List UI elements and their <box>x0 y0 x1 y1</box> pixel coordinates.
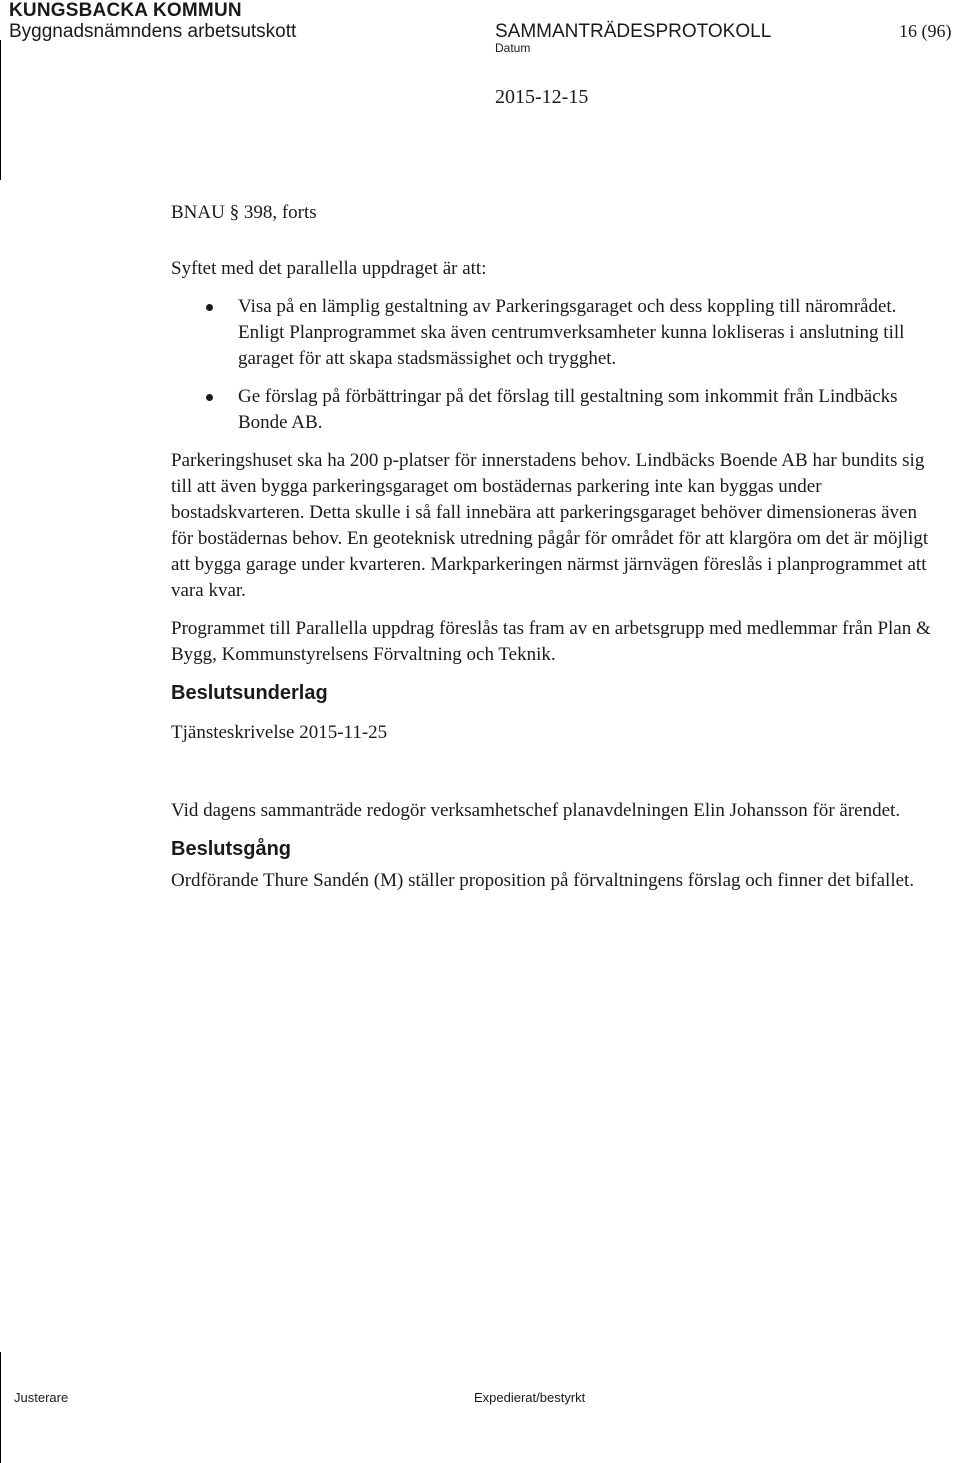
page-number: 16 (96) <box>899 21 952 41</box>
heading-beslutsgang: Beslutsgång <box>171 838 292 860</box>
decision-basis-item: Tjänsteskrivelse 2015-11-25 <box>171 722 388 743</box>
list-item <box>171 294 931 372</box>
paragraph-decision: Ordförande Thure Sandén (M) ställer proposition på förvaltningens förslag och finner det bifallet. <box>171 870 915 891</box>
intro-text: Syftet med det parallella uppdraget är att: <box>171 258 487 279</box>
heading-beslutsunderlag: Beslutsunderlag <box>171 682 328 704</box>
document-body <box>171 200 931 906</box>
paragraph-meeting: Vid dagens sammanträde redogör verksamhetschef planavdelningen Elin Johansson för ärendet. <box>171 800 901 821</box>
committee-name: Byggnadsnämndens arbetsutskott <box>9 21 297 42</box>
margin-line-top <box>0 40 1 180</box>
paragraph-parking: Parkeringshuset ska ha 200 p-platser för innerstadens behov. Lindbäcks Boende AB har bundits sig till att även bygga parkeringsgaraget om bostädernas parkering inte kan byggas under bostadskvarteren. Detta skulle i så fall innebära att parkeringsgaraget behöver dimensioneras även för bostädernas behov. En geoteknisk utredning pågår för området för att klargöra om det är möjligt att bygga garage under kvarteren. Markparkeringen närmst järnvägen föreslås i planprogrammet att vara kvar. <box>171 450 929 601</box>
paragraph-programme: Programmet till Parallella uppdrag föreslås tas fram av en arbetsgrupp med medlemmar från Plan & Bygg, Kommunstyrelsens Förvaltning och Teknik. <box>171 618 931 665</box>
list-item-text: Visa på en lämplig gestaltning av Parkeringsgaraget och dess koppling till närområdet. Enligt Planprogrammet ska även centrumverksamheter kunna lokliseras i anslutning till garaget för att skapa stadsmässighet och trygghet. <box>238 296 905 369</box>
bullet-icon <box>206 304 213 311</box>
purpose-list <box>171 294 931 436</box>
footer-justerare: Justerare <box>14 1390 69 1405</box>
organization-name: KUNGSBACKA KOMMUN <box>9 0 242 21</box>
list-item-text: Ge förslag på förbättringar på det förslag till gestaltning som inkommit från Lindbäcks Bonde AB. <box>238 386 898 433</box>
footer-expedierat: Expedierat/bestyrkt <box>474 1390 586 1405</box>
document-type: SAMMANTRÄDESPROTOKOLL <box>495 21 772 42</box>
margin-line-bottom <box>0 1352 1 1463</box>
date-label: Datum <box>495 41 531 55</box>
bullet-icon <box>206 394 213 401</box>
section-reference: BNAU § 398, forts <box>171 202 317 223</box>
list-item <box>171 384 931 436</box>
date-value: 2015-12-15 <box>495 86 589 108</box>
